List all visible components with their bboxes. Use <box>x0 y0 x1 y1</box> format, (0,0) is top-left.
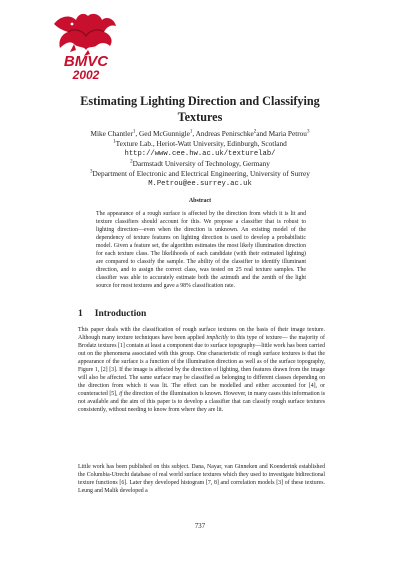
section-title: Introduction <box>94 309 147 319</box>
logo-text-group <box>48 52 124 82</box>
paper-title <box>40 93 360 125</box>
author-sup: 3 <box>306 129 310 135</box>
paragraph-text: This paper deals with the classification of rough surface textures on the basis of their image texture. Although many texture techniques have been applied <box>78 327 325 341</box>
paragraph-text: the direction of the illumination is known. However, in many cases this information is not available and the aim of this paper is to develop a classifier that can classify rough surface textures consistently, without needing to know from where they are lit. <box>78 390 326 413</box>
author-sup: 2 <box>253 129 257 135</box>
section-heading <box>78 309 158 319</box>
author-email[interactable]: M.Petrou@ee.surrey.ac.uk <box>148 180 252 188</box>
author-petrou: and Maria Petrou <box>256 129 307 138</box>
abstract-text: The appearance of a rough surface is affected by the direction from which it is lit and texture classifiers should account for this. We propose a classifier that is robust to lighting direction—even when the direction is unknown. An existing model of the dependency of texture features on lighting direction is used to develop a probabilistic model. Given a feature set, the algorithm estimates the most likely illumination direction for each texture class. The likelihoods of each candidate (with their estimated lighting) are compared to classify the sample. The ability of the classifier to identify illuminant direction, and to assign the correct class, was tested on 25 real texture samples. The classifier was able to accurately estimate both the azimuth and the zenith of the light source for most textures and gave a 98% classification rate. <box>96 211 306 289</box>
emphasis-text: implicitly <box>206 334 229 341</box>
affiliation-text: Department of Electronic and Electrical Engineering, University of Surrey <box>92 169 310 178</box>
logo-year: 2002 <box>72 68 100 82</box>
page-number: 737 <box>194 523 206 530</box>
paragraph-text: to this type of texture— the majority of Brodatz textures [1] contain at least a component due to surface topography—little work has been carried out on the phenomena associated with this group. One characteristic of rough surface textures is that the appearance of the surface is a function of the illumination direction as well as of the surface topography, Figure 1, [2] [3]. If the image is affected by the direction of lighting, then features drawn from the image will also be affected. The same surface may be classified as belonging to different classes depending on the direction from which it was lit. The effect can be modelled and either accounted for [4], or counteracted [5], <box>78 334 326 397</box>
affiliation-3 <box>20 169 380 179</box>
logo-text: BMVC <box>63 53 109 70</box>
author-sup: 1 <box>132 129 136 135</box>
emphasis-text: if <box>119 390 123 397</box>
title-line-2: Textures <box>177 110 223 124</box>
abstract-heading: Abstract <box>188 198 212 204</box>
affiliation-1 <box>20 139 380 149</box>
texturelab-url[interactable]: http://www.cee.hw.ac.uk/texturelab/ <box>124 150 276 158</box>
affiliation-sup: 2 <box>130 159 133 165</box>
author-block <box>20 129 380 189</box>
author-names <box>20 129 380 139</box>
intro-paragraph-2: Little work has been published on this subject. Dana, Nayar, van Ginneken and Koenderink established the Columbia-Utrecht database of real world surface textures which they used to investigate bidirectional texture functions [6]. Later they developed histogram [7, 8] and correlation models [3] of these textures. Leung and Malik developed a <box>78 464 325 494</box>
title-line-1: Estimating Lighting Direction and Classifying <box>80 94 320 108</box>
author-penirschke: , Andreas Penirschke <box>192 129 254 138</box>
author-sup: 1 <box>189 129 193 135</box>
author-mcgunnigle: , Ged McGunnigle <box>135 129 190 138</box>
bmvc-logo <box>48 10 124 84</box>
affiliation-text: Texture Lab., Heriot-Watt University, Edinburgh, Scotland <box>115 139 287 148</box>
section-number: 1 <box>78 309 83 319</box>
affiliation-sup: 3 <box>90 169 93 175</box>
affiliation-text: Darmstadt University of Technology, Germany <box>132 159 270 168</box>
intro-paragraph-1 <box>78 327 325 415</box>
author-chantler: Mike Chantler <box>90 129 133 138</box>
affiliation-2 <box>20 159 380 169</box>
affiliation-sup: 1 <box>113 139 116 145</box>
